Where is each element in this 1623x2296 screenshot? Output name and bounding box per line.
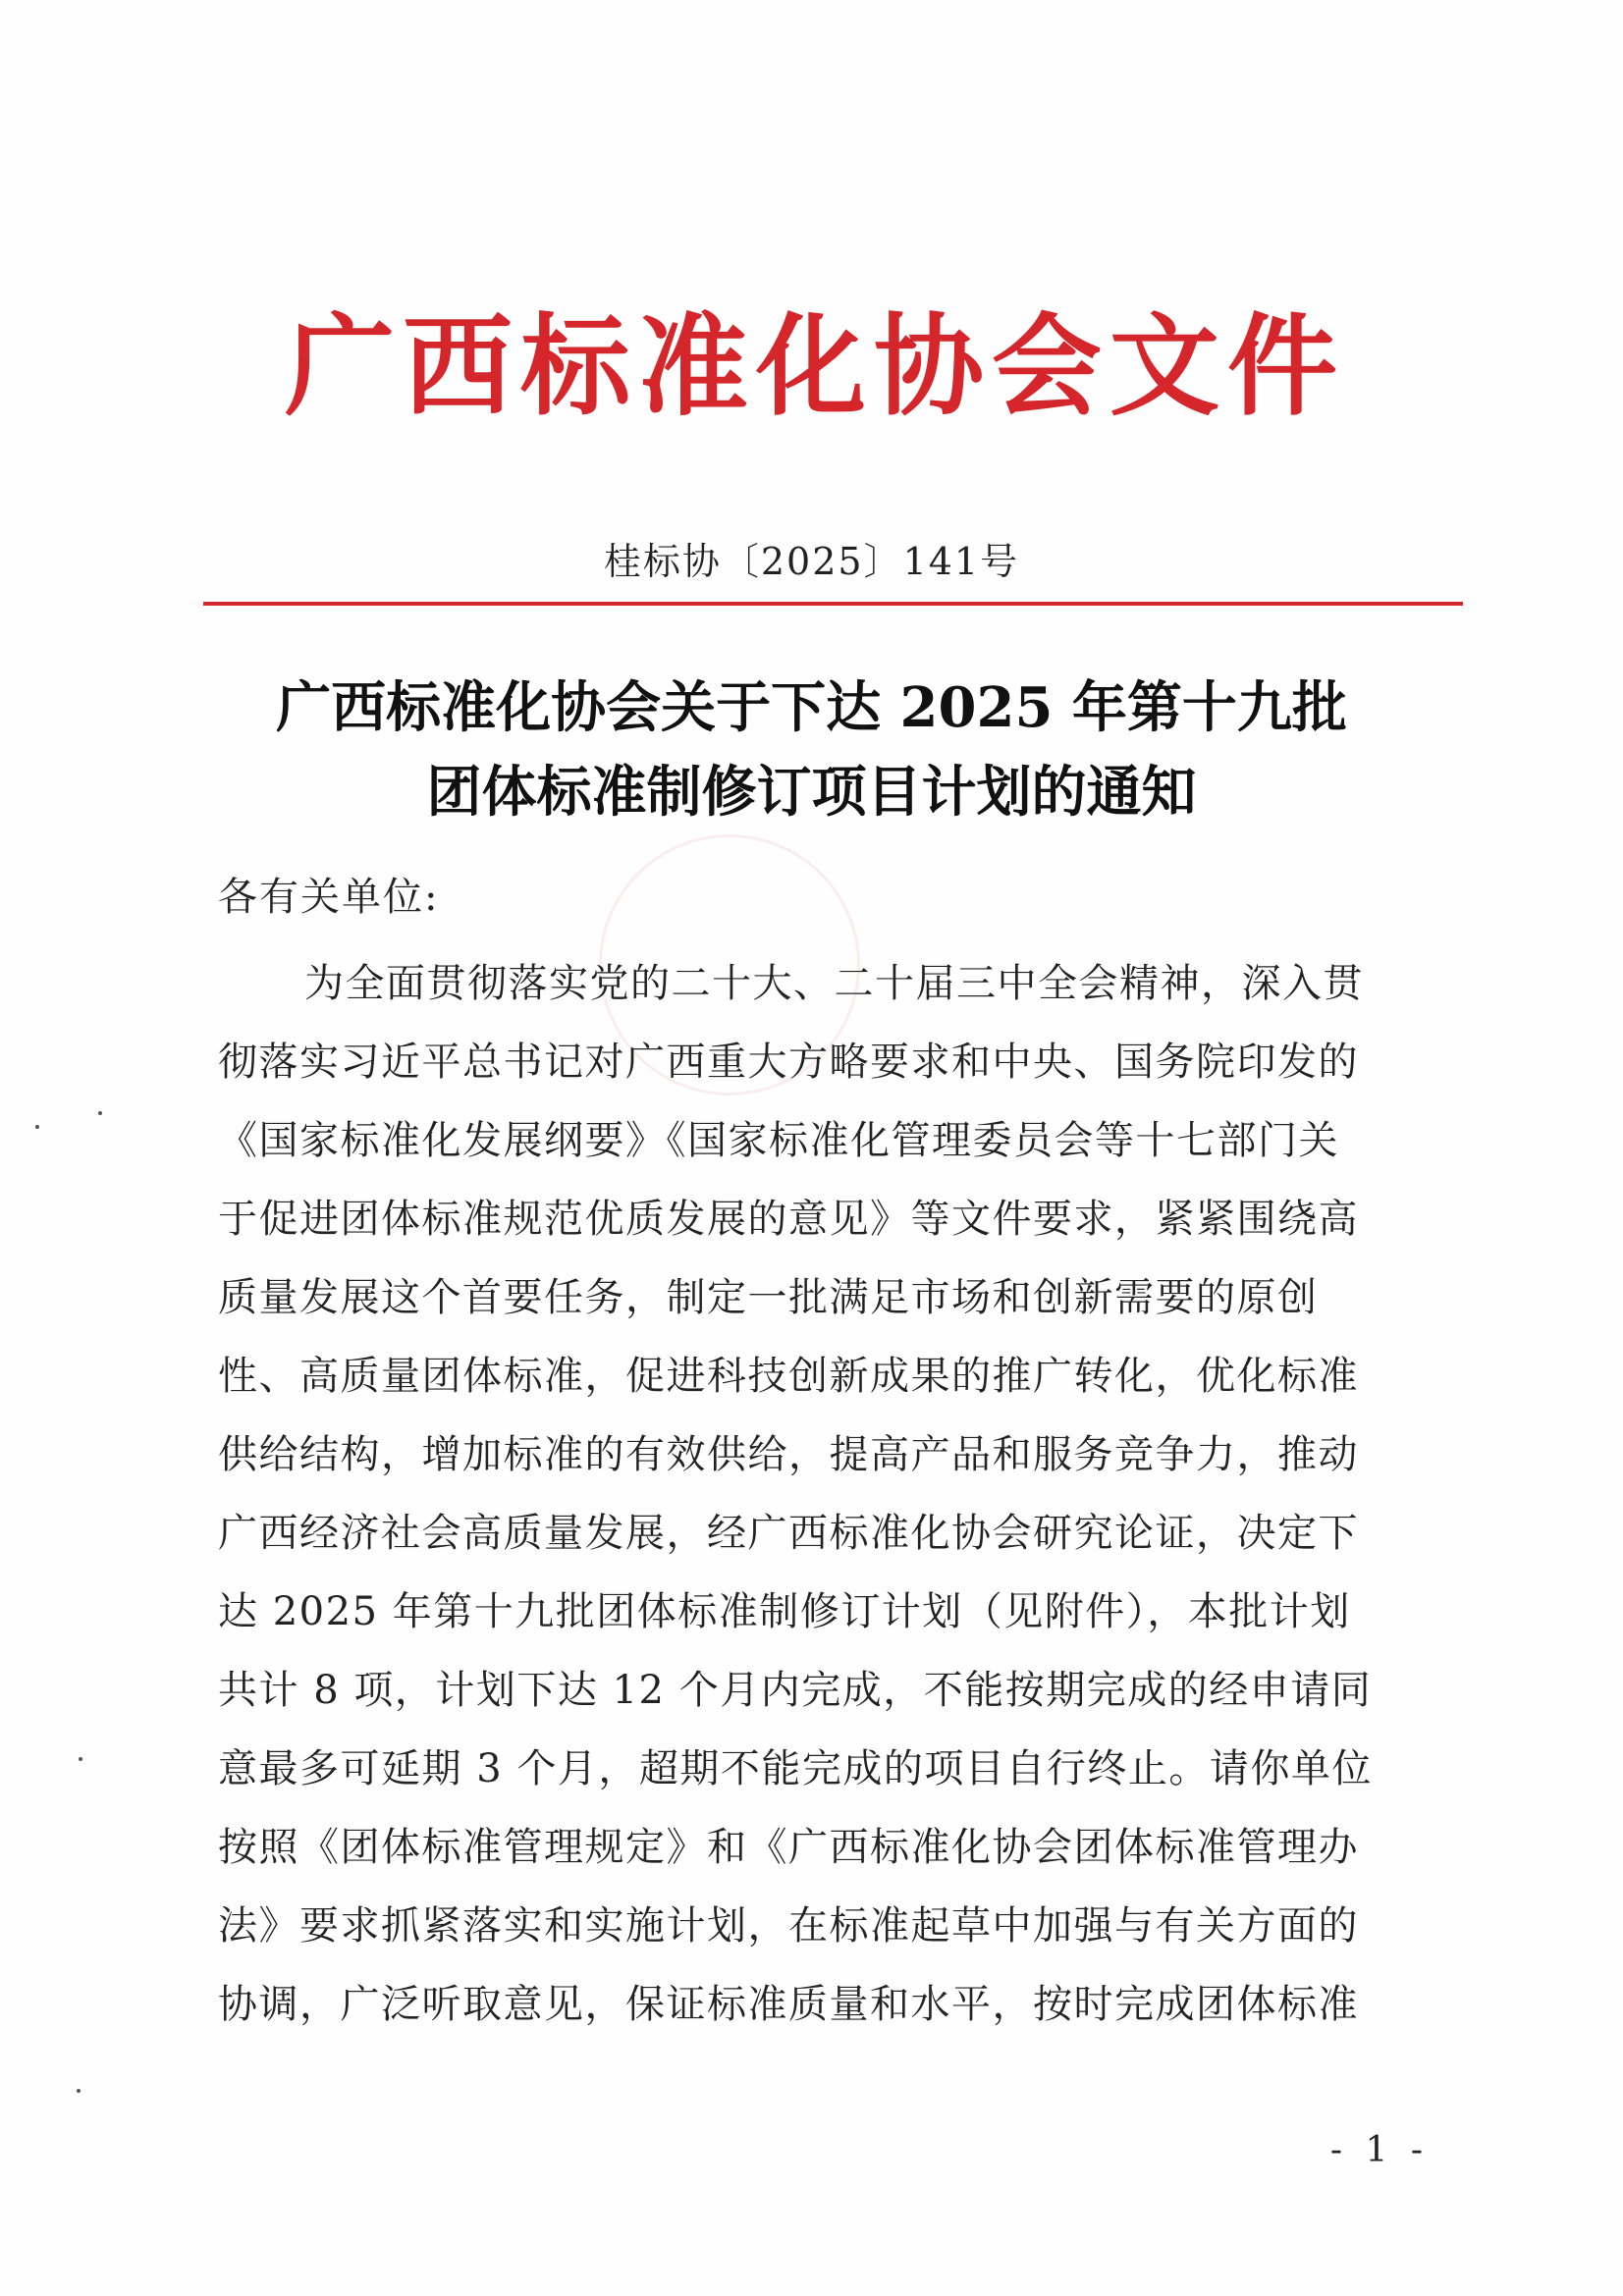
document-number: 桂标协〔2025〕141号	[603, 540, 1020, 583]
body-line: 为全面贯彻落实党的二十大、二十届三中全会精神，深入贯	[304, 961, 1364, 1006]
body-line: 供给结构，增加标准的有效供给，提高产品和服务竞争力，推动	[218, 1432, 1359, 1477]
red-divider-line	[203, 602, 1463, 606]
body-line: 共计 8 项，计划下达 12 个月内完成，不能按期完成的经申请同	[218, 1668, 1373, 1713]
body-paragraph	[218, 960, 1426, 2059]
scan-speck	[77, 2089, 81, 2093]
notice-title-line-2: 团体标准制修订项目计划的通知	[426, 760, 1197, 825]
body-line: 达 2025 年第十九批团体标准制修订计划（见附件），本批计划	[218, 1589, 1351, 1634]
masthead-title: 广西标准化协会文件	[285, 302, 1345, 431]
body-line: 性、高质量团体标准，促进科技创新成果的推广转化，优化标准	[218, 1354, 1359, 1399]
body-line: 法》要求抓紧落实和实施计划，在标准起草中加强与有关方面的	[218, 1903, 1359, 1949]
scan-speck	[79, 1757, 82, 1761]
body-line: 按照《团体标准管理规定》和《广西标准化协会团体标准管理办	[218, 1825, 1359, 1870]
body-line: 《国家标准化发展纲要》《国家标准化管理委员会等十七部门关	[218, 1118, 1339, 1163]
notice-title	[0, 666, 1623, 834]
scan-speck	[35, 1125, 39, 1129]
body-line: 质量发展这个首要任务，制定一批满足市场和创新需要的原创	[218, 1275, 1319, 1320]
body-line: 广西经济社会高质量发展，经广西标准化协会研究论证，决定下	[218, 1511, 1359, 1556]
salutation: 各有关单位:	[218, 875, 440, 920]
body-line: 于促进团体标准规范优质发展的意见》等文件要求，紧紧围绕高	[218, 1197, 1359, 1242]
notice-title-line-1: 广西标准化协会关于下达 2025 年第十九批	[276, 675, 1347, 740]
body-line: 彻落实习近平总书记对广西重大方略要求和中央、国务院印发的	[218, 1040, 1359, 1085]
page-number: - 1 -	[1329, 2130, 1429, 2170]
body-line: 意最多可延期 3 个月，超期不能完成的项目自行终止。请你单位	[218, 1746, 1373, 1791]
body-line: 协调，广泛听取意见，保证标准质量和水平，按时完成团体标准	[218, 1982, 1359, 2027]
scan-speck	[98, 1111, 102, 1115]
